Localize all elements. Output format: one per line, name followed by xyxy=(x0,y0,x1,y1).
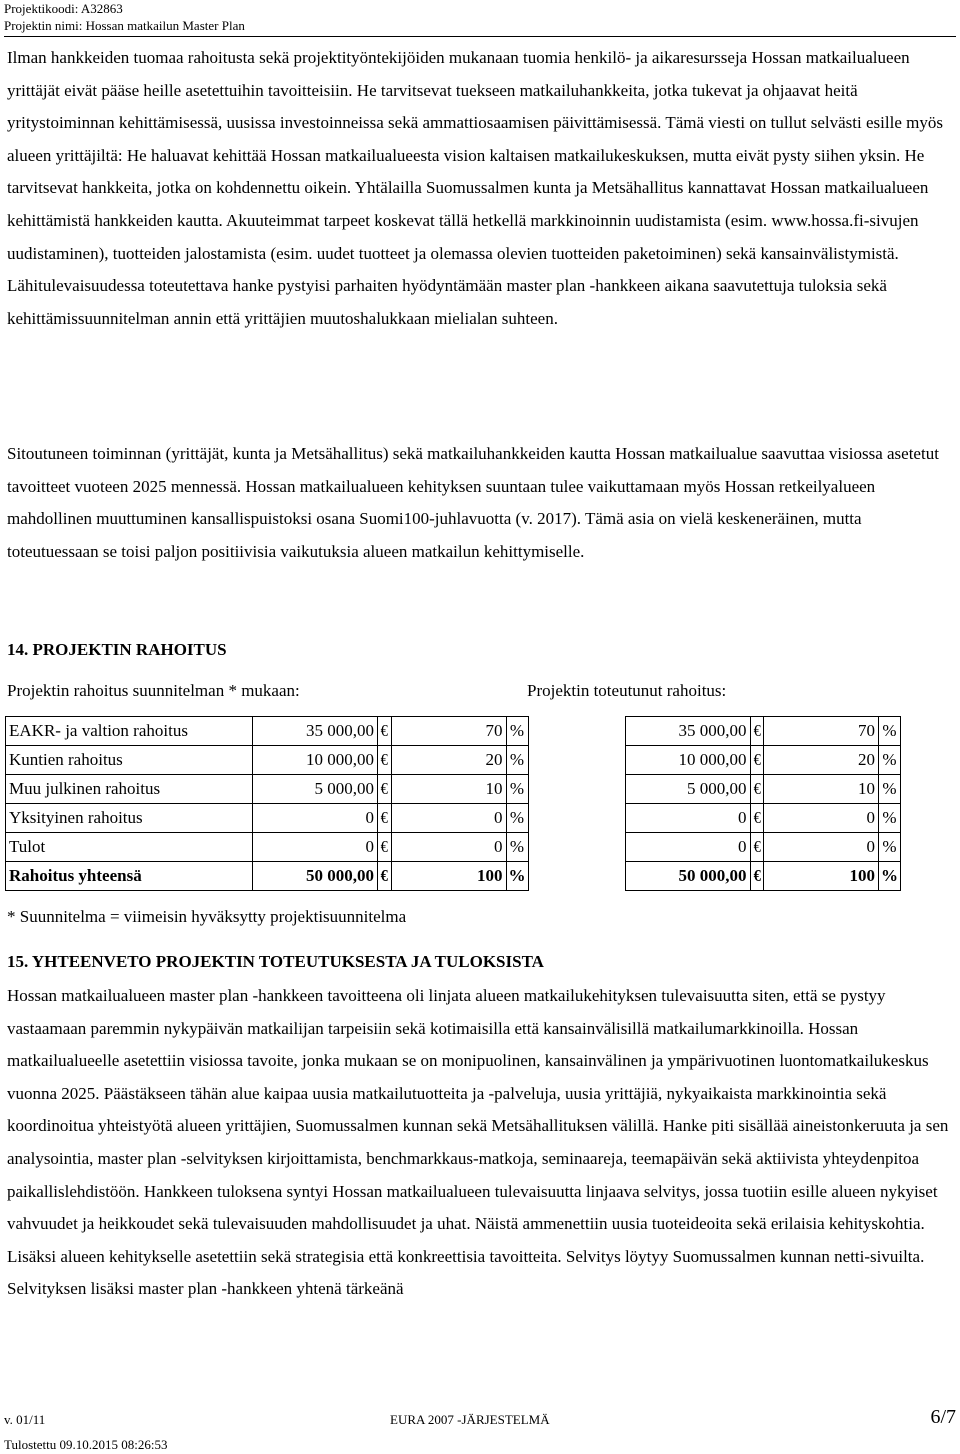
percent-sign: % xyxy=(506,746,528,775)
planned-amount: 0 xyxy=(253,833,378,862)
section-14-title: 14. PROJEKTIN RAHOITUS xyxy=(7,640,227,659)
euro-symbol: € xyxy=(753,721,761,740)
paragraph-summary: Hossan matkailualueen master plan -hankkeen tavoitteena oli linjata alueen matkailukehityksen tulevaisuutta siten, että se pystyy vastaamaan paremmin nykypäivän matkailijan tarpeisiin sekä kotimaisilla että kansainvälisillä matkailumarkkinoilla. Hossan matkailualueelle asetettiin visiossa tavoite, jonka mukaan se on monipuolinen, kansainvälinen ja ympärivuotinen luontomatkailukeskus vuonna 2025. Päästäkseen tähän alue kaipaa uusia matkailutuotteita ja -palveluja, uusia yrittäjiä, nykyaikaista markkinointia sekä koordinoitua yhteistyötä alueen yrittäjien, Suomussalmen kunnan sekä Metsähallituksen välillä. Hanke piti sisällää aineistonkeruuta ja sen analysointia, master plan -selvityksen kirjoittamista, benchmarkkaus-matkoja, seminaareja, teemapäivän sekä aktiivista yhteydenpitoa paikallislehdistöön. Hankkeen tuloksena syntyi Hossan matkailualueen tulevaisuutta linjaava selvitys, jossa tuotiin esille alueen nykyiset vahvuudet ja heikkoudet sekä tulevaisuuden mahdollisuudet ja uhat. Näistä ammenettiin uusia tuoteideoita sekä erilaisia kehityskohtia. Lisäksi alueen kehitykselle asetettiin sekä strategisia että konkreettisia tavoitteita. Selvitys löytyy Suomussalmen kunnan netti-sivuilta. Selvityksen lisäksi master plan -hankkeen yhtenä tärkeänä xyxy=(7,986,949,1299)
section-15-title: 15. YHTEENVETO PROJEKTIN TOTEUTUKSESTA JA TULOKSISTA xyxy=(7,952,544,971)
percent-sign: % xyxy=(879,833,901,862)
project-code: Projektikoodi: A32863 xyxy=(4,1,123,16)
euro-symbol: € xyxy=(380,837,388,856)
funding-source-label: Rahoitus yhteensä xyxy=(6,862,253,891)
euro-symbol: € xyxy=(380,721,388,740)
funding-row xyxy=(6,717,901,746)
funding-source-label: EAKR- ja valtion rahoitus xyxy=(6,717,253,746)
euro-symbol: € xyxy=(753,779,761,798)
actual-amount: 50 000,00 xyxy=(625,862,750,891)
actual-amount: 5 000,00 xyxy=(625,775,750,804)
euro-sign xyxy=(750,717,764,746)
euro-symbol: € xyxy=(753,750,761,769)
percent-sign: % xyxy=(506,717,528,746)
actual-percent: 0 xyxy=(764,804,879,833)
percent-sign: % xyxy=(506,862,528,891)
table-gap xyxy=(528,717,625,746)
paragraph-commitment: Sitoutuneen toiminnan (yrittäjät, kunta ja Metsähallitus) sekä matkailuhankkeiden kautta Hossan matkailualue saavuttaa visiossa asetetut tavoitteet vuoteen 2025 mennessä. Hossan matkailualueen kehityksen suuntaan tulee vaikuttamaan myös Hossan retkeilyalueen mahdollinen muuttuminen kansallispuistoksi osana Suomi100-juhlavuotta (v. 2017). Tämä asia on vielä keskeneräinen, mutta toteutuessaan se toisi paljon positiivisia vaikutuksia alueen matkailun kehittymiselle. xyxy=(7,444,939,561)
euro-symbol: € xyxy=(380,779,388,798)
planned-amount: 0 xyxy=(253,804,378,833)
euro-sign xyxy=(750,862,764,891)
funding-source-label: Yksityinen rahoitus xyxy=(6,804,253,833)
header-divider xyxy=(4,36,956,37)
funding-row xyxy=(6,833,901,862)
euro-sign xyxy=(378,775,392,804)
footer-version: v. 01/11 xyxy=(4,1412,46,1427)
paragraph-resources: Ilman hankkeiden tuomaa rahoitusta sekä projektityöntekijöiden mukanaan tuomia henkilö- ja aikaresursseja Hossan matkailualueen yrittäjät eivät pääse heille asetettuihin tavoitteisiin. He tarvitsevat tuekseen matkailuhankkeita, jotka tukevat ja ohjaavat heitä yritystoiminnan kehittämisessä, uusissa investoinneissa sekä ammattiosaamisen päivittämisessä. Tämä viesti on tullut selvästi esille myös alueen yrittäjiltä: He haluavat kehittää Hossan matkailualueesta vision kaltaisen matkailukeskuksen, mutta eivät pysty siihen yksin. He tarvitsevat hankkeita, jotka on kohdennettu oikein. Yhtälailla Suomussalmen kunta ja Metsähallitus kannattavat Hossan matkailualueen kehittämistä hankkeiden kautta. Akuuteimmat tarpeet koskevat tällä hetkellä markkinoinnin uudistamista (esim. www.hossa.fi-sivujen uudistaminen), tuotteiden jalostamista (esim. uudet tuotteet ja olemassa olevien tuotteiden paketoiminen) sekä kansainvälistymistä. Lähitulevaisuudessa toteutettava hanke pystyisi parhaiten hyödyntämään master plan -hankkeen aikana saavutettuja tuloksia sekä kehittämissuunnitelman annin että yrittäjien muutoshalukkaan mielialan suhteen. xyxy=(7,48,943,328)
percent-sign: % xyxy=(879,804,901,833)
project-name: Projektin nimi: Hossan matkailun Master Plan xyxy=(4,18,245,33)
euro-symbol: € xyxy=(380,750,388,769)
funding-row xyxy=(6,775,901,804)
planned-percent: 0 xyxy=(391,833,506,862)
footer-page-number: 6/7 xyxy=(930,1406,956,1428)
actual-funding-label: Projektin toteutunut rahoitus: xyxy=(527,681,727,700)
footer-system: EURA 2007 -JÄRJESTELMÄ xyxy=(390,1412,550,1427)
planned-amount: 5 000,00 xyxy=(253,775,378,804)
table-gap xyxy=(528,804,625,833)
funding-row xyxy=(6,804,901,833)
euro-sign xyxy=(750,746,764,775)
actual-percent: 20 xyxy=(764,746,879,775)
table-gap xyxy=(528,746,625,775)
euro-symbol: € xyxy=(753,837,761,856)
percent-sign: % xyxy=(879,717,901,746)
euro-symbol: € xyxy=(753,866,761,885)
table-gap xyxy=(528,862,625,891)
planned-amount: 10 000,00 xyxy=(253,746,378,775)
actual-amount: 10 000,00 xyxy=(625,746,750,775)
euro-symbol: € xyxy=(380,808,388,827)
footer-printed-date: Tulostettu 09.10.2015 08:26:53 xyxy=(4,1437,168,1452)
funding-source-label: Muu julkinen rahoitus xyxy=(6,775,253,804)
euro-symbol: € xyxy=(753,808,761,827)
actual-percent: 70 xyxy=(764,717,879,746)
funding-source-label: Tulot xyxy=(6,833,253,862)
euro-sign xyxy=(378,833,392,862)
funding-source-label: Kuntien rahoitus xyxy=(6,746,253,775)
funding-row xyxy=(6,862,901,891)
planned-percent: 20 xyxy=(391,746,506,775)
percent-sign: % xyxy=(506,775,528,804)
planned-funding-label: Projektin rahoitus suunnitelman * mukaan: xyxy=(7,681,300,700)
euro-sign xyxy=(750,833,764,862)
actual-percent: 0 xyxy=(764,833,879,862)
actual-percent: 10 xyxy=(764,775,879,804)
funding-table xyxy=(5,716,901,891)
actual-amount: 35 000,00 xyxy=(625,717,750,746)
actual-amount: 0 xyxy=(625,804,750,833)
document-header xyxy=(4,0,245,34)
euro-sign xyxy=(378,862,392,891)
planned-percent: 100 xyxy=(391,862,506,891)
planned-percent: 10 xyxy=(391,775,506,804)
euro-sign xyxy=(378,804,392,833)
percent-sign: % xyxy=(879,862,901,891)
table-gap xyxy=(528,833,625,862)
funding-row xyxy=(6,746,901,775)
euro-sign xyxy=(378,746,392,775)
funding-footnote: * Suunnitelma = viimeisin hyväksytty projektisuunnitelma xyxy=(7,907,407,926)
planned-amount: 50 000,00 xyxy=(253,862,378,891)
actual-amount: 0 xyxy=(625,833,750,862)
euro-symbol: € xyxy=(380,866,388,885)
table-gap xyxy=(528,775,625,804)
percent-sign: % xyxy=(879,775,901,804)
planned-percent: 70 xyxy=(391,717,506,746)
actual-percent: 100 xyxy=(764,862,879,891)
euro-sign xyxy=(750,775,764,804)
euro-sign xyxy=(750,804,764,833)
percent-sign: % xyxy=(506,833,528,862)
planned-percent: 0 xyxy=(391,804,506,833)
percent-sign: % xyxy=(879,746,901,775)
euro-sign xyxy=(378,717,392,746)
percent-sign: % xyxy=(506,804,528,833)
planned-amount: 35 000,00 xyxy=(253,717,378,746)
